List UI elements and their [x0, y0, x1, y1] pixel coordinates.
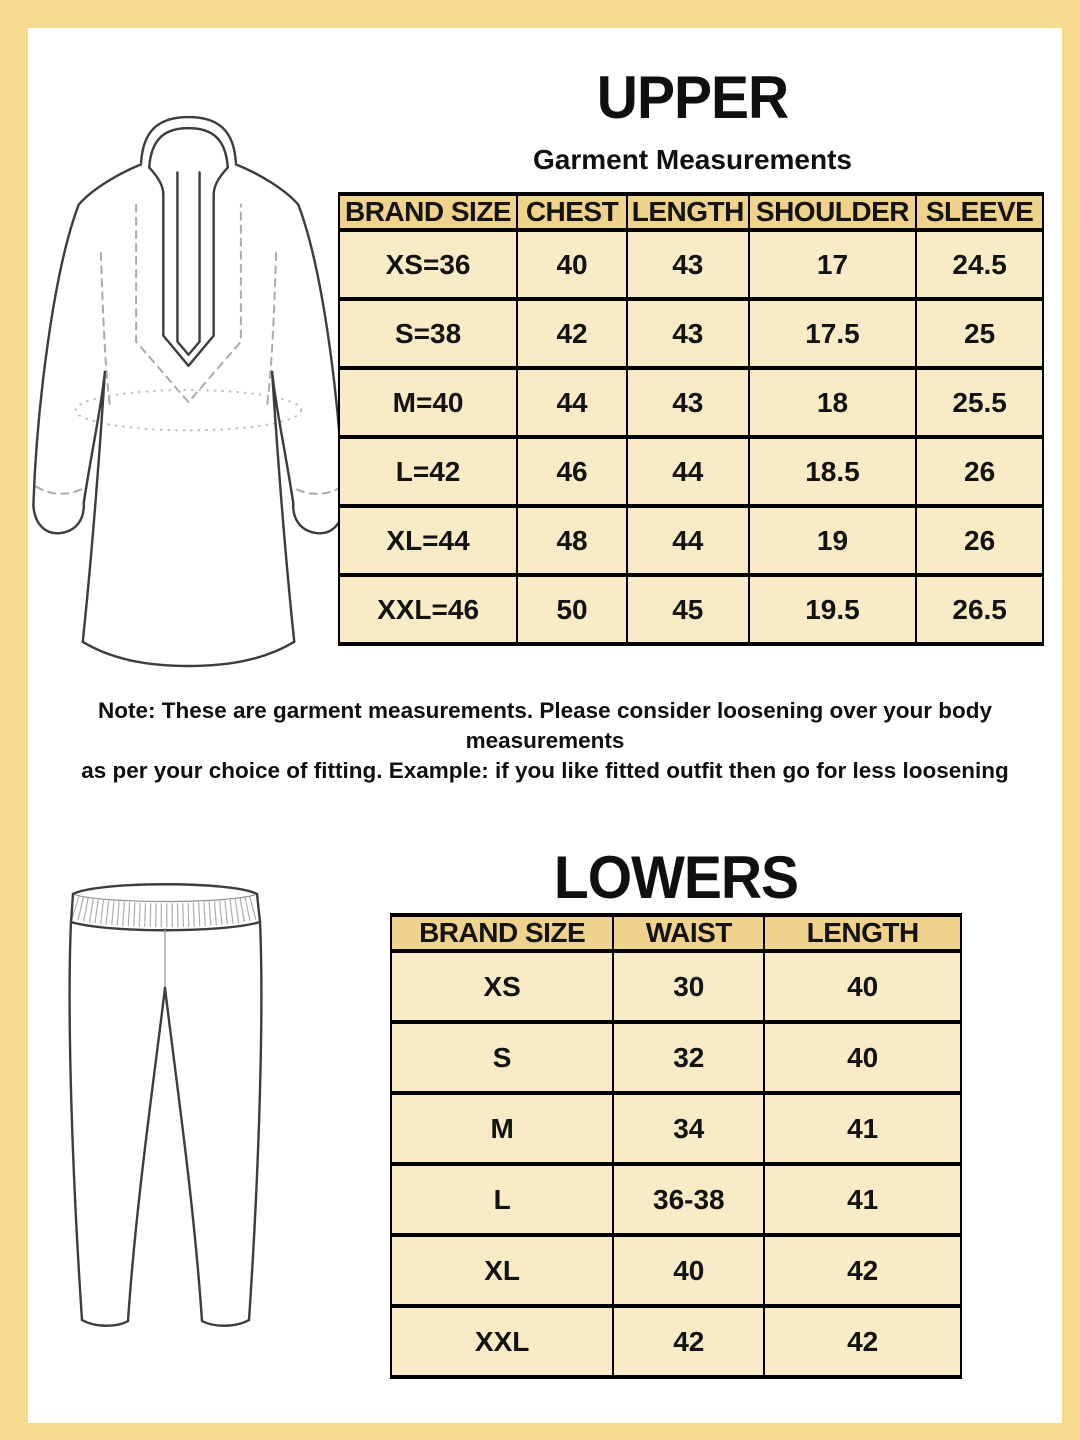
upper-section-title: UPPER [596, 64, 789, 132]
pants-illustration [68, 872, 263, 1348]
table-header-cell: LENGTH [627, 194, 749, 230]
table-cell: 26.5 [916, 575, 1043, 644]
table-cell: 43 [627, 299, 749, 368]
table-cell: 44 [627, 437, 749, 506]
table-cell: 34 [613, 1093, 764, 1164]
table-row [339, 230, 1043, 299]
table-header-row [339, 194, 1043, 230]
table-cell: 42 [764, 1235, 961, 1306]
table-row [391, 1235, 961, 1306]
table-cell: 46 [517, 437, 627, 506]
table-cell: 41 [764, 1093, 961, 1164]
table-header-row [391, 915, 961, 951]
table-row [339, 575, 1043, 644]
table-cell: 40 [517, 230, 627, 299]
table-cell: XL=44 [339, 506, 517, 575]
table-cell: L=42 [339, 437, 517, 506]
table-cell: 17.5 [749, 299, 917, 368]
note-line-2: as per your choice of fitting. Example: if you like fitted outfit then go for less loosening [81, 758, 1009, 783]
table-cell: 19 [749, 506, 917, 575]
table-cell: XXL [391, 1306, 613, 1377]
table-cell: 40 [764, 1022, 961, 1093]
table-cell: 40 [613, 1235, 764, 1306]
kurta-line-art-icon [30, 112, 348, 668]
table-cell: 42 [764, 1306, 961, 1377]
table-cell: XS=36 [339, 230, 517, 299]
lowers-size-table [390, 913, 962, 1379]
table-row [339, 299, 1043, 368]
pants-line-art-icon [68, 872, 263, 1348]
table-cell: 26 [916, 437, 1043, 506]
table-row [391, 951, 961, 1022]
table-cell: 44 [517, 368, 627, 437]
table-cell: S [391, 1022, 613, 1093]
table-cell: 25 [916, 299, 1043, 368]
table-cell: 45 [627, 575, 749, 644]
table-row [391, 1164, 961, 1235]
note-line-1: Note: These are garment measurements. Please consider loosening over your body measurements [97, 698, 993, 753]
table-header-cell: BRAND SIZE [391, 915, 613, 951]
table-cell: S=38 [339, 299, 517, 368]
table-cell: 40 [764, 951, 961, 1022]
table-cell: 19.5 [749, 575, 917, 644]
table-cell: 24.5 [916, 230, 1043, 299]
table-cell: 36-38 [613, 1164, 764, 1235]
table-header-cell: WAIST [613, 915, 764, 951]
upper-size-table [338, 192, 1044, 646]
table-row [339, 437, 1043, 506]
table-header-cell: LENGTH [764, 915, 961, 951]
table-cell: 17 [749, 230, 917, 299]
table-cell: 18.5 [749, 437, 917, 506]
table-cell: M=40 [339, 368, 517, 437]
table-cell: 43 [627, 230, 749, 299]
measurement-note [28, 696, 1062, 786]
kurta-illustration [30, 112, 348, 668]
table-header-cell: SLEEVE [916, 194, 1043, 230]
table-header-cell: SHOULDER [749, 194, 917, 230]
upper-size-table-wrapper [338, 192, 1044, 646]
table-row [391, 1022, 961, 1093]
table-cell: XXL=46 [339, 575, 517, 644]
table-cell: 44 [627, 506, 749, 575]
table-cell: 18 [749, 368, 917, 437]
table-cell: 30 [613, 951, 764, 1022]
table-cell: 48 [517, 506, 627, 575]
table-row [391, 1306, 961, 1377]
table-cell: 50 [517, 575, 627, 644]
table-header-cell: CHEST [517, 194, 627, 230]
upper-section-subtitle: Garment Measurements [532, 144, 852, 175]
table-cell: L [391, 1164, 613, 1235]
table-cell: XL [391, 1235, 613, 1306]
table-cell: 41 [764, 1164, 961, 1235]
table-cell: 42 [613, 1306, 764, 1377]
table-cell: 42 [517, 299, 627, 368]
table-row [391, 1093, 961, 1164]
lowers-section-title: LOWERS [553, 844, 799, 912]
table-header-cell: BRAND SIZE [339, 194, 517, 230]
table-row [339, 368, 1043, 437]
table-cell: 26 [916, 506, 1043, 575]
table-cell: XS [391, 951, 613, 1022]
lowers-size-table-wrapper [390, 913, 962, 1379]
table-cell: 43 [627, 368, 749, 437]
table-cell: 32 [613, 1022, 764, 1093]
table-cell: M [391, 1093, 613, 1164]
table-row [339, 506, 1043, 575]
table-cell: 25.5 [916, 368, 1043, 437]
